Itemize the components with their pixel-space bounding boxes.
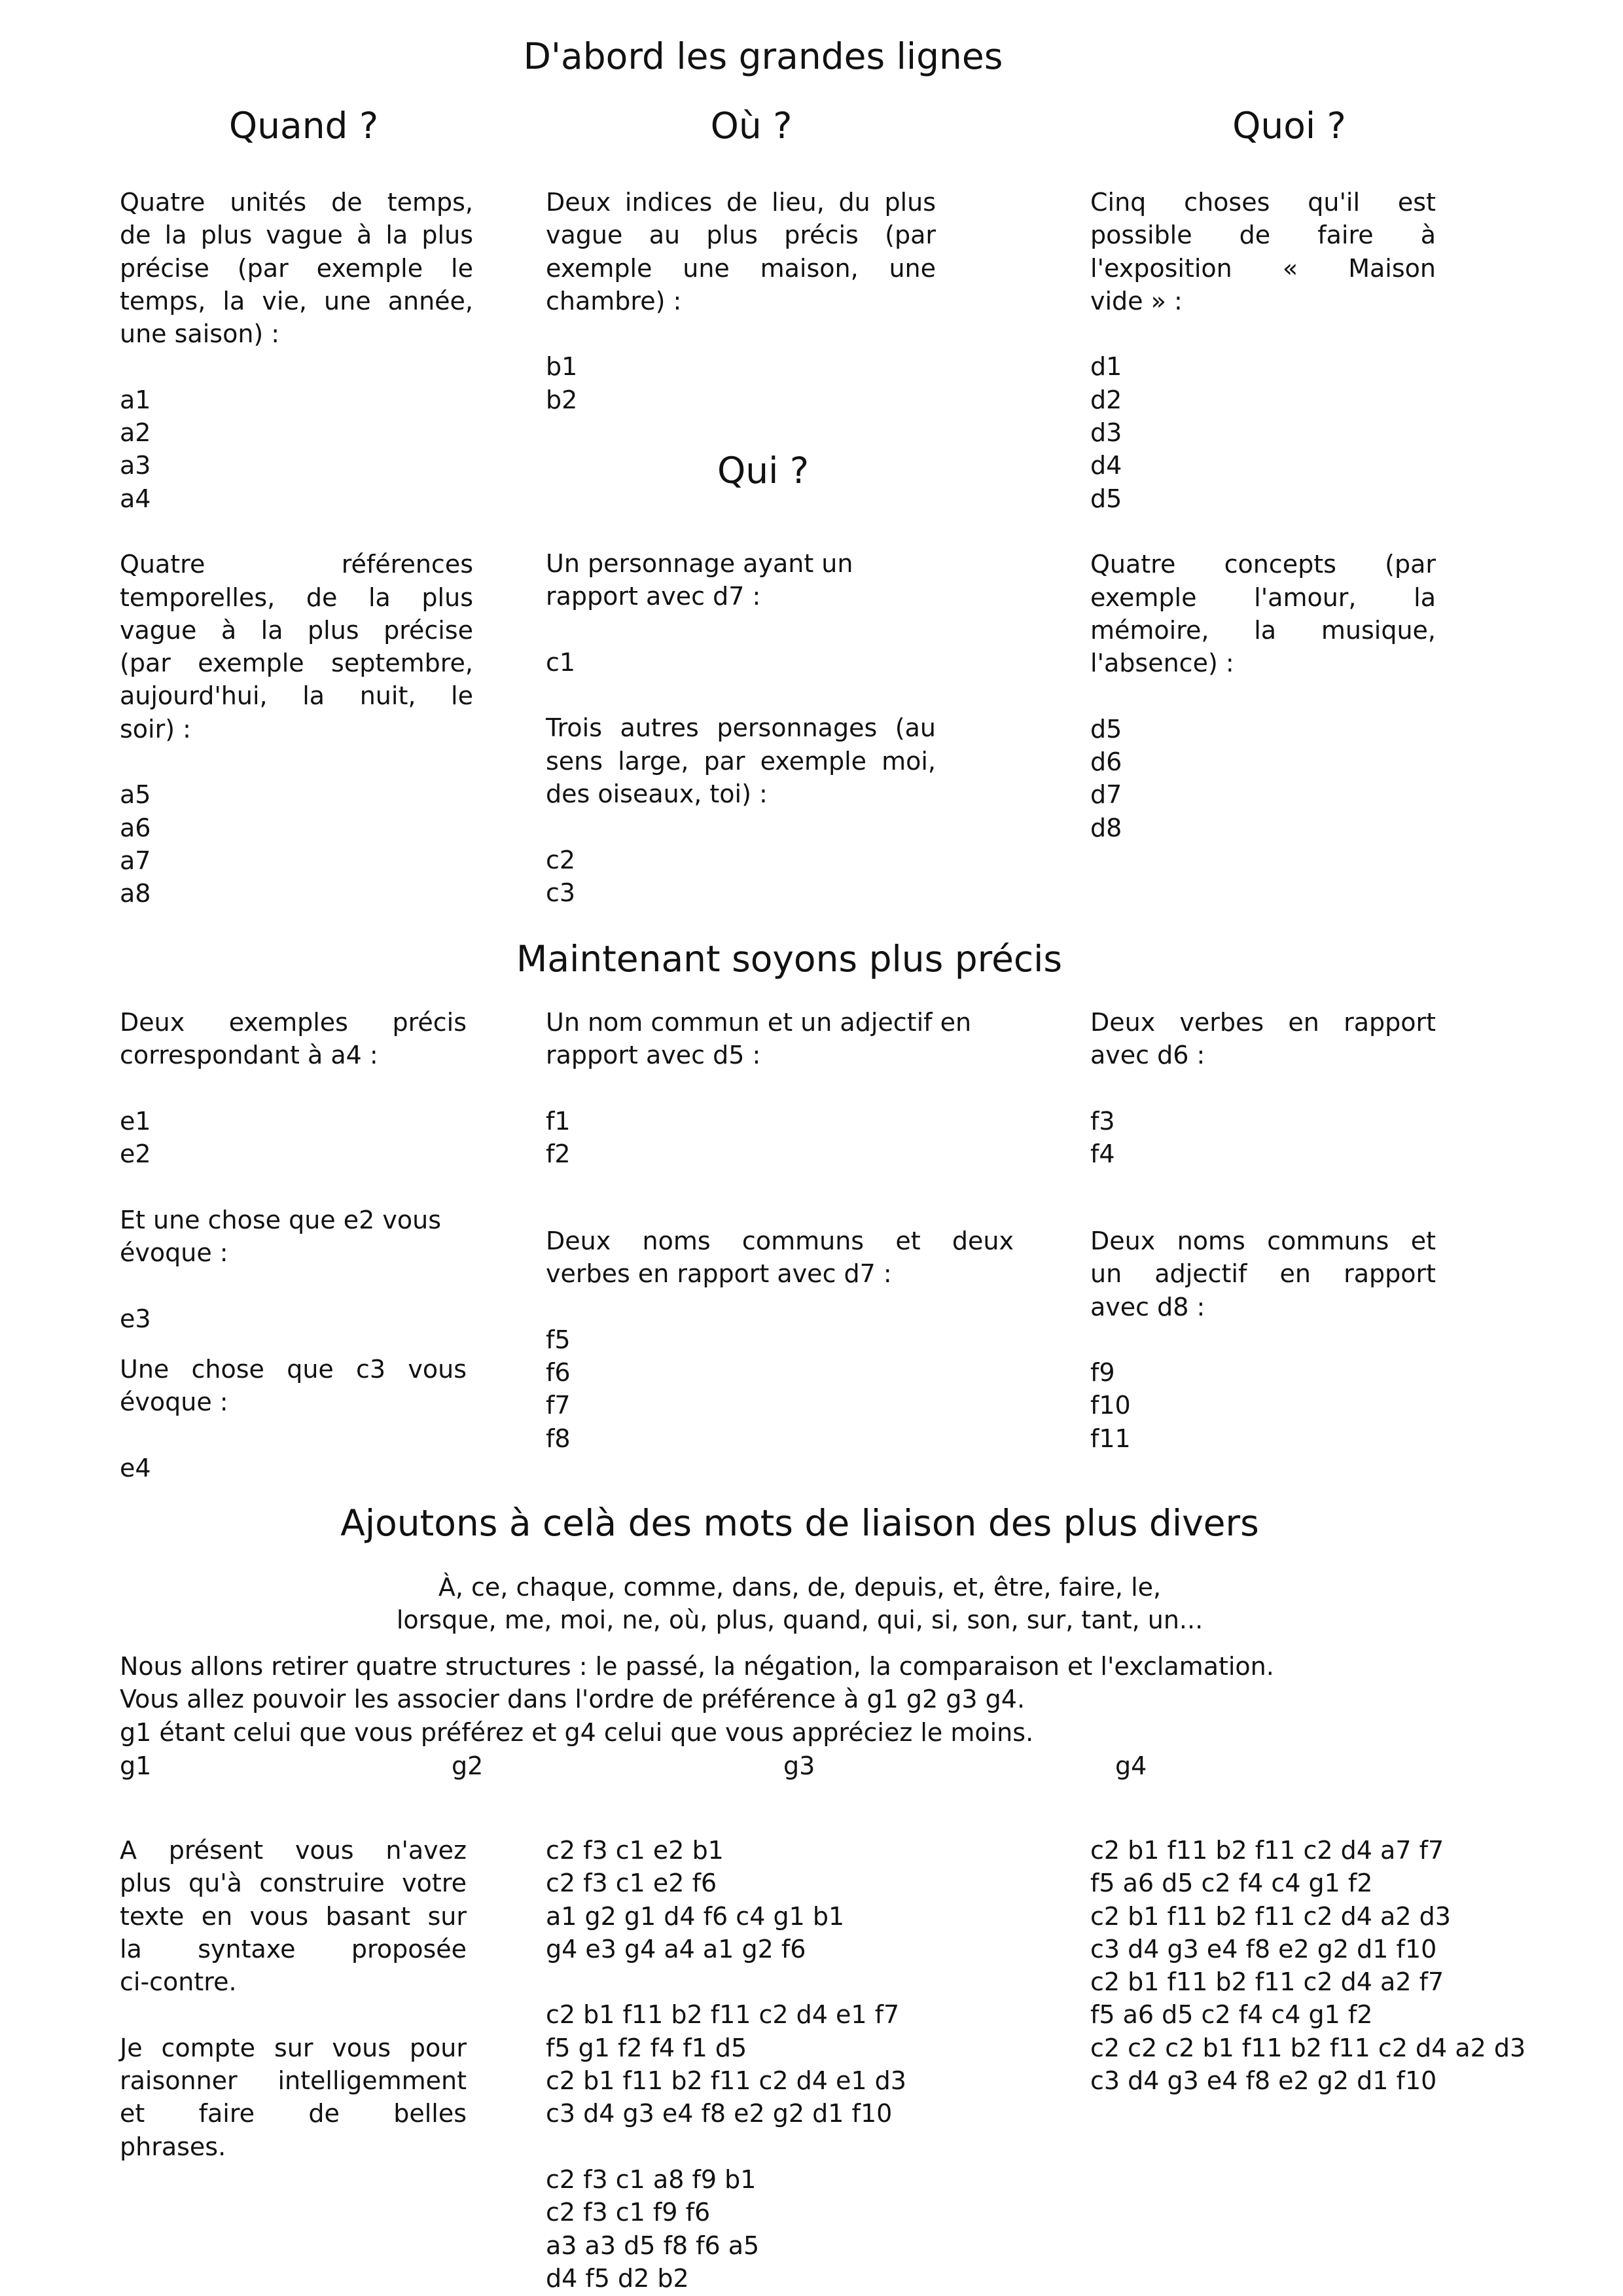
g4-slot: g4	[1115, 1751, 1147, 1780]
text-line: rapport avec d7 :	[546, 582, 761, 611]
text-line: d5	[1090, 714, 1122, 744]
text-line: c2 f3 c1 e2 f6	[546, 1869, 717, 1898]
text-line: précise (par exemple le	[120, 253, 473, 283]
precise-col2-a	[546, 1006, 1014, 1170]
syntax-column-2	[1090, 1834, 1614, 2097]
heading-links: Ajoutons à celà des mots de liaison des plus divers	[340, 1502, 1259, 1544]
text-line: évoque :	[120, 1388, 228, 1417]
text-line: e1	[120, 1106, 151, 1136]
e-slots-2	[120, 1302, 467, 1335]
text-line: chambre) :	[546, 286, 682, 315]
heading-where: Où ?	[710, 105, 793, 147]
text-line: f5 a6 d5 c2 f4 c4 g1 f2	[1090, 1869, 1373, 1898]
syntax-column-1	[546, 1834, 1069, 2295]
text-line: e4	[120, 1453, 151, 1482]
f-intro-3	[1090, 1006, 1436, 1072]
text-line: d6	[1090, 747, 1122, 777]
precise-col1-c	[120, 1353, 467, 1484]
text-line: c2 f3 c1 e2 b1	[546, 1836, 724, 1865]
text-line: phrases.	[120, 2132, 226, 2161]
f-intro-2	[546, 1225, 1014, 1291]
text-line: ci-contre.	[120, 1967, 237, 1997]
text-line: texte en vous basant sur	[120, 1901, 467, 1931]
text-line: c3 d4 g3 e4 f8 e2 g2 d1 f10	[1090, 2066, 1437, 2096]
text-line: c2 b1 f11 b2 f11 c2 d4 a7 f7	[1090, 1836, 1444, 1865]
text-line: c1	[546, 647, 576, 677]
text-line: exemple l'amour, la	[1090, 583, 1436, 612]
precise-col1-b	[120, 1204, 467, 1335]
precise-col3-b	[1090, 1225, 1436, 1455]
where-intro	[546, 186, 936, 317]
syntax-group-c	[546, 2163, 1069, 2295]
e-slots-3	[120, 1452, 467, 1484]
text-line: a7	[120, 846, 151, 875]
who-slots	[546, 646, 936, 679]
text-line: la syntaxe proposée	[120, 1934, 467, 1964]
instructions-2	[120, 2032, 467, 2163]
text-line: Deux noms communs et deux	[546, 1227, 1014, 1255]
f-slots-4	[1090, 1356, 1436, 1455]
text-line: (par exemple septembre,	[120, 649, 473, 678]
text-line: Deux noms communs et	[1090, 1227, 1436, 1255]
syntax-group-d	[1090, 1834, 1614, 2097]
what-intro	[1090, 186, 1436, 317]
text-line: vague à la plus précise	[120, 615, 473, 645]
text-line: f8	[546, 1424, 571, 1453]
where-column	[546, 186, 936, 416]
text-line: possible de faire à	[1090, 221, 1436, 250]
text-line: f6	[546, 1358, 571, 1388]
what-column	[1090, 186, 1436, 844]
text-line: f5 a6 d5 c2 f4 c4 g1 f2	[1090, 2000, 1373, 2030]
text-line: a6	[120, 813, 151, 842]
text-line: c2 b1 f11 b2 f11 c2 d4 e1 f7	[546, 2000, 900, 2030]
text-line: correspondant à a4 :	[120, 1041, 378, 1070]
text-line: c2 b1 f11 b2 f11 c2 d4 e1 d3	[546, 2066, 906, 2096]
text-line: Cinq choses qu'il est	[1090, 188, 1436, 217]
text-line: f11	[1090, 1424, 1131, 1453]
syntax-group-a	[546, 1834, 1069, 1965]
g1-slot: g1	[120, 1751, 152, 1780]
text-line: avec d8 :	[1090, 1292, 1205, 1321]
text-line: c2 b1 f11 b2 f11 c2 d4 a2 d3	[1090, 1901, 1451, 1931]
text-line: Quatre références	[120, 550, 473, 579]
text-line: A présent vous n'avez	[120, 1836, 467, 1865]
text-line: f5	[546, 1325, 571, 1354]
text-line: l'exposition « Maison	[1090, 253, 1436, 283]
text-line: des oiseaux, toi) :	[546, 780, 768, 809]
text-line: e3	[120, 1304, 151, 1333]
text-line: a8	[120, 879, 151, 908]
text-line: aujourd'hui, la nuit, le	[120, 681, 473, 711]
text-line: f2	[546, 1139, 571, 1169]
where-slots	[546, 350, 936, 416]
what-slots	[1090, 350, 1436, 514]
structures-lines	[120, 1650, 1560, 1749]
precise-col1-a	[120, 1006, 467, 1170]
text-line: Deux verbes en rapport	[1090, 1008, 1436, 1037]
instructions-1	[120, 1834, 467, 1998]
who-column	[546, 547, 936, 909]
text-line: a4	[120, 484, 151, 513]
structures-text	[120, 1650, 1560, 1749]
who-intro	[546, 547, 936, 613]
precise-col2-b	[546, 1225, 1014, 1455]
text-line: et faire de belles	[120, 2099, 467, 2128]
text-line: c2 b1 f11 b2 f11 c2 d4 a2 f7	[1090, 1967, 1444, 1997]
link-words-list	[145, 1571, 1454, 1637]
heading-precise: Maintenant soyons plus précis	[516, 938, 1063, 980]
text-line: avec d6 :	[1090, 1041, 1205, 1070]
text-line: d4 f5 d2 b2	[546, 2263, 689, 2293]
text-line: f10	[1090, 1391, 1131, 1420]
syntax-group-b	[546, 1998, 1069, 2130]
text-line: d3	[1090, 418, 1122, 448]
text-line: Un personnage ayant un	[546, 549, 853, 578]
text-line: Un nom commun et un adjectif en	[546, 1008, 972, 1037]
text-line: c2 f3 c1 a8 f9 b1	[546, 2164, 757, 2194]
text-line: mémoire, la musique,	[1090, 615, 1436, 645]
who-intro-2	[546, 711, 936, 810]
when-slots-2	[120, 778, 473, 910]
text-line: c3 d4 g3 e4 f8 e2 g2 d1 f10	[1090, 1934, 1437, 1964]
text-line: f4	[1090, 1139, 1115, 1169]
text-line: soir) :	[120, 714, 191, 744]
f-intro	[546, 1006, 1014, 1072]
heading-when: Quand ?	[228, 105, 379, 147]
text-line: Quatre unités de temps,	[120, 188, 473, 217]
text-line: b1	[546, 352, 578, 382]
text-line: une saison) :	[120, 319, 280, 349]
text-line: c2	[546, 845, 576, 874]
link-words	[145, 1571, 1454, 1637]
text-line: f5 g1 f2 f4 f1 d5	[546, 2033, 747, 2062]
text-line: Et une chose que e2 vous	[120, 1206, 442, 1234]
when-column	[120, 186, 473, 910]
text-line: a3	[120, 451, 151, 480]
text-line: Quatre concepts (par	[1090, 550, 1436, 579]
when-refs	[120, 548, 473, 745]
text-line: temporelles, de la plus	[120, 583, 473, 612]
text-line: Deux indices de lieu, du plus	[546, 188, 936, 217]
text-line: raisonner intelligemment	[120, 2066, 467, 2096]
f-intro-4	[1090, 1225, 1436, 1323]
text-line: évoque :	[120, 1238, 228, 1268]
text-line: b2	[546, 385, 578, 414]
text-line: d7	[1090, 780, 1122, 810]
text-line: exemple une maison, une	[546, 253, 936, 283]
text-line: vague au plus précis (par	[546, 221, 936, 250]
e-intro-3	[120, 1353, 467, 1419]
text-line: a2	[120, 418, 151, 448]
g3-slot: g3	[783, 1751, 815, 1780]
what-intro-2	[1090, 548, 1436, 679]
text-line: g4 e3 g4 a4 a1 g2 f6	[546, 1934, 806, 1964]
text-line: Trois autres personnages (au	[546, 713, 936, 743]
page-title: D'abord les grandes lignes	[523, 35, 1003, 77]
heading-what: Quoi ?	[1232, 105, 1346, 147]
text-line: Nous allons retirer quatre structures : le passé, la négation, la comparaison et l'exclamation.	[120, 1652, 1274, 1681]
text-line: lorsque, me, moi, ne, où, plus, quand, qui, si, son, sur, tant, un...	[396, 1605, 1204, 1635]
text-line: sens large, par exemple moi,	[546, 746, 936, 776]
text-line: c3	[546, 878, 576, 907]
text-line: d4	[1090, 451, 1122, 480]
text-line: Une chose que c3 vous	[120, 1355, 467, 1384]
final-instructions	[120, 1834, 467, 2163]
text-line: Je compte sur vous pour	[120, 2033, 467, 2062]
who-slots-2	[546, 844, 936, 910]
text-line: l'absence) :	[1090, 649, 1234, 678]
text-line: plus qu'à construire votre	[120, 1869, 467, 1898]
text-line: Deux exemples précis	[120, 1008, 467, 1037]
text-line: rapport avec d5 :	[546, 1041, 761, 1070]
text-line: e2	[120, 1139, 151, 1169]
when-intro	[120, 186, 473, 350]
f-slots	[546, 1105, 1014, 1171]
what-slots-2	[1090, 713, 1436, 844]
f-slots-2	[546, 1323, 1014, 1455]
when-slots	[120, 384, 473, 515]
text-line: d8	[1090, 813, 1122, 842]
precise-col3-a	[1090, 1006, 1436, 1170]
text-line: d2	[1090, 385, 1122, 414]
text-line: c2 f3 c1 f9 f6	[546, 2198, 711, 2227]
text-line: a1 g2 g1 d4 f6 c4 g1 b1	[546, 1901, 845, 1931]
text-line: f3	[1090, 1106, 1115, 1136]
f-slots-3	[1090, 1105, 1436, 1171]
e-slots	[120, 1105, 467, 1171]
text-line: c2 c2 c2 b1 f11 b2 f11 c2 d4 a2 d3	[1090, 2033, 1526, 2062]
text-line: f7	[546, 1391, 571, 1420]
text-line: d5	[1090, 484, 1122, 513]
text-line: f9	[1090, 1358, 1115, 1388]
text-line: a3 a3 d5 f8 f6 a5	[546, 2231, 760, 2260]
text-line: un adjectif en rapport	[1090, 1259, 1436, 1289]
text-line: vide » :	[1090, 286, 1183, 315]
text-line: g1 étant celui que vous préférez et g4 celui que vous appréciez le moins.	[120, 1717, 1034, 1747]
text-line: temps, la vie, une année,	[120, 286, 473, 315]
text-line: de la plus vague à la plus	[120, 221, 473, 250]
text-line: d1	[1090, 352, 1122, 382]
text-line: a1	[120, 385, 151, 414]
text-line: c3 d4 g3 e4 f8 e2 g2 d1 f10	[546, 2099, 893, 2128]
text-line: À, ce, chaque, comme, dans, de, depuis, et, être, faire, le,	[438, 1573, 1162, 1602]
e-intro	[120, 1006, 467, 1072]
e-intro-2	[120, 1204, 467, 1270]
heading-who: Qui ?	[717, 450, 810, 492]
text-line: Vous allez pouvoir les associer dans l'ordre de préférence à g1 g2 g3 g4.	[120, 1685, 1026, 1714]
text-line: a5	[120, 780, 151, 810]
g2-slot: g2	[452, 1751, 484, 1780]
text-line: verbes en rapport avec d7 :	[546, 1259, 892, 1289]
text-line: f1	[546, 1106, 571, 1136]
